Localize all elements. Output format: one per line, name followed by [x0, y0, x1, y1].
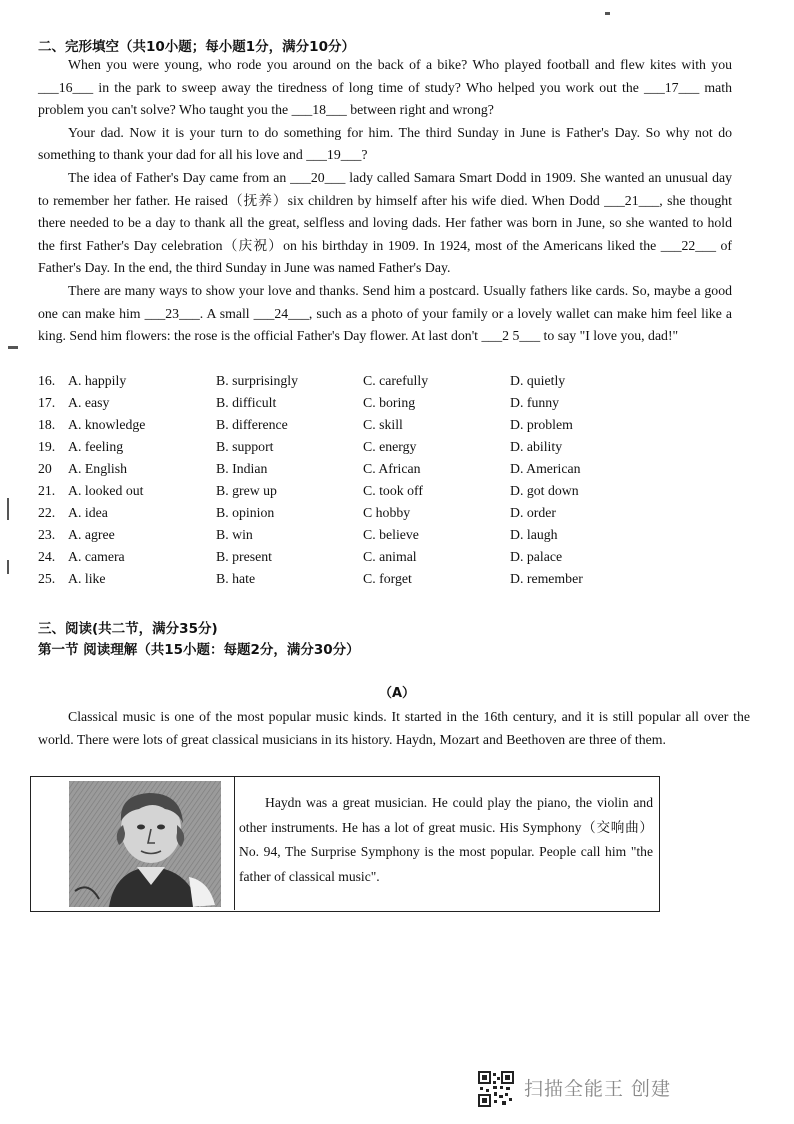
scan-speck — [605, 12, 610, 15]
option-d: D. remember — [510, 571, 583, 586]
option-d: D. American — [510, 461, 581, 476]
question-number: 18. — [38, 417, 56, 432]
question-number: 21. — [38, 483, 56, 498]
musician-description-text: Haydn was a great musician. He could play the piano, the violin and other instruments. He has a lot of great music. His Symphony（交响曲）No. 94, The Surprise Symphony is the most popular. People call him "the father of classical music". — [239, 795, 653, 884]
option-b: B. opinion — [216, 505, 275, 520]
option-b: B. win — [216, 527, 253, 542]
haydn-portrait-image — [69, 781, 221, 907]
option-b: B. Indian — [216, 461, 268, 476]
cloze-paragraph-1: When you were young, who rode you around on the back of a bike? Who played football and flew kites with you ___16___ in the park to sweep away the tiredness of long time of study? Who helped you work out the ___17___ math problem you can't solve? Who taught you the ___18___ between right and wrong? — [38, 57, 732, 118]
option-c: C. forget — [363, 571, 412, 586]
scan-speck — [8, 346, 18, 349]
question-number: 24. — [38, 549, 56, 564]
option-a: A. feeling — [68, 439, 124, 454]
option-row — [38, 392, 738, 414]
option-a: A. knowledge — [68, 417, 146, 432]
option-c: C. boring — [363, 395, 416, 410]
passage-label: （A） — [378, 686, 416, 701]
option-c: C. took off — [363, 483, 423, 498]
option-d: D. quietly — [510, 373, 566, 388]
option-row — [38, 436, 738, 458]
option-b: B. difficult — [216, 395, 277, 410]
question-number: 19. — [38, 439, 56, 454]
option-d: D. order — [510, 505, 556, 520]
option-b: B. difference — [216, 417, 288, 432]
portrait-cell — [31, 777, 235, 910]
qr-code-icon — [478, 1071, 514, 1107]
option-a: A. like — [68, 571, 106, 586]
option-row — [38, 524, 738, 546]
question-number: 17. — [38, 395, 56, 410]
musician-description — [239, 791, 653, 889]
option-b: B. present — [216, 549, 272, 564]
cloze-passage — [38, 54, 732, 348]
option-c: C. believe — [363, 527, 419, 542]
option-b: B. support — [216, 439, 274, 454]
cloze-options — [38, 370, 738, 590]
option-a: A. English — [68, 461, 128, 476]
musician-box — [30, 776, 660, 912]
scan-speck — [7, 560, 9, 574]
option-a: A. camera — [68, 549, 125, 564]
option-row — [38, 568, 738, 590]
question-number: 25. — [38, 571, 56, 586]
option-c: C. animal — [363, 549, 417, 564]
option-d: D. problem — [510, 417, 573, 432]
cloze-paragraph-3: The idea of Father's Day came from an ___20___ lady called Samara Smart Dodd in 1909. She wanted an unusual day to remember her father. He raised（抚养）six children by himself after his wife died. When Dodd ___21___, she thought there needed to be a day to thank all the great, selfless and loving dads. Her father was born in June, so she wanted to hold the first Father's Day celebration（庆祝）on his birthday in 1909. In 1924, most of the Americans liked the ___22___ of Father's Day. In the end, the third Sunday in June was named Father's Day. — [38, 169, 732, 276]
reading-header: 三、阅读(共二节，满分35分) — [38, 621, 218, 637]
option-b: B. surprisingly — [216, 373, 299, 388]
option-d: D. laugh — [510, 527, 558, 542]
option-row — [38, 480, 738, 502]
option-row — [38, 414, 738, 436]
scan-speck — [7, 498, 9, 520]
scanner-brand-text: 扫描全能王 创建 — [524, 1078, 672, 1100]
reading-subheader: 第一节 阅读理解（共15小题：每题2分，满分30分） — [38, 642, 360, 658]
reading-intro-text: Classical music is one of the most popular music kinds. It started in the 16th century, and it is still popular all over the world. There were lots of great classical musicians in its history. Haydn, Mozart and Beethoven are three of them. — [38, 709, 750, 747]
option-row — [38, 458, 738, 480]
option-row — [38, 370, 738, 392]
option-d: D. funny — [510, 395, 560, 410]
cloze-header: 二、完形填空（共10小题；每小题1分，满分10分） — [38, 39, 355, 55]
question-number: 20 — [38, 461, 52, 476]
option-a: A. happily — [68, 373, 127, 388]
reading-intro — [38, 706, 750, 751]
question-number: 16. — [38, 373, 56, 388]
question-number: 22. — [38, 505, 56, 520]
option-a: A. agree — [68, 527, 115, 542]
option-d: D. palace — [510, 549, 563, 564]
option-d: D. got down — [510, 483, 579, 498]
option-row — [38, 502, 738, 524]
option-b: B. grew up — [216, 483, 277, 498]
option-c: C. energy — [363, 439, 417, 454]
option-c: C. skill — [363, 417, 403, 432]
question-number: 23. — [38, 527, 56, 542]
option-a: A. idea — [68, 505, 108, 520]
option-c: C. carefully — [363, 373, 429, 388]
option-c: C hobby — [363, 505, 411, 520]
option-row — [38, 546, 738, 568]
option-d: D. ability — [510, 439, 563, 454]
option-a: A. looked out — [68, 483, 144, 498]
option-b: B. hate — [216, 571, 256, 586]
option-a: A. easy — [68, 395, 110, 410]
cloze-paragraph-4: There are many ways to show your love and thanks. Send him a postcard. Usually fathers like cards. So, maybe a good one can make him ___23___. A small ___24___, such as a photo of your family or a lovely wallet can make him feel like a king. Send him flowers: the rose is the official Father's Day flower. At last don't ___2 5___ to say "I love you, dad!" — [38, 282, 732, 344]
cloze-paragraph-2: Your dad. Now it is your turn to do something for him. The third Sunday in June is Father's Day. So why not do something to thank your dad for all his love and ___19___? — [38, 124, 732, 163]
option-c: C. African — [363, 461, 421, 476]
scanner-watermark — [478, 1067, 728, 1111]
